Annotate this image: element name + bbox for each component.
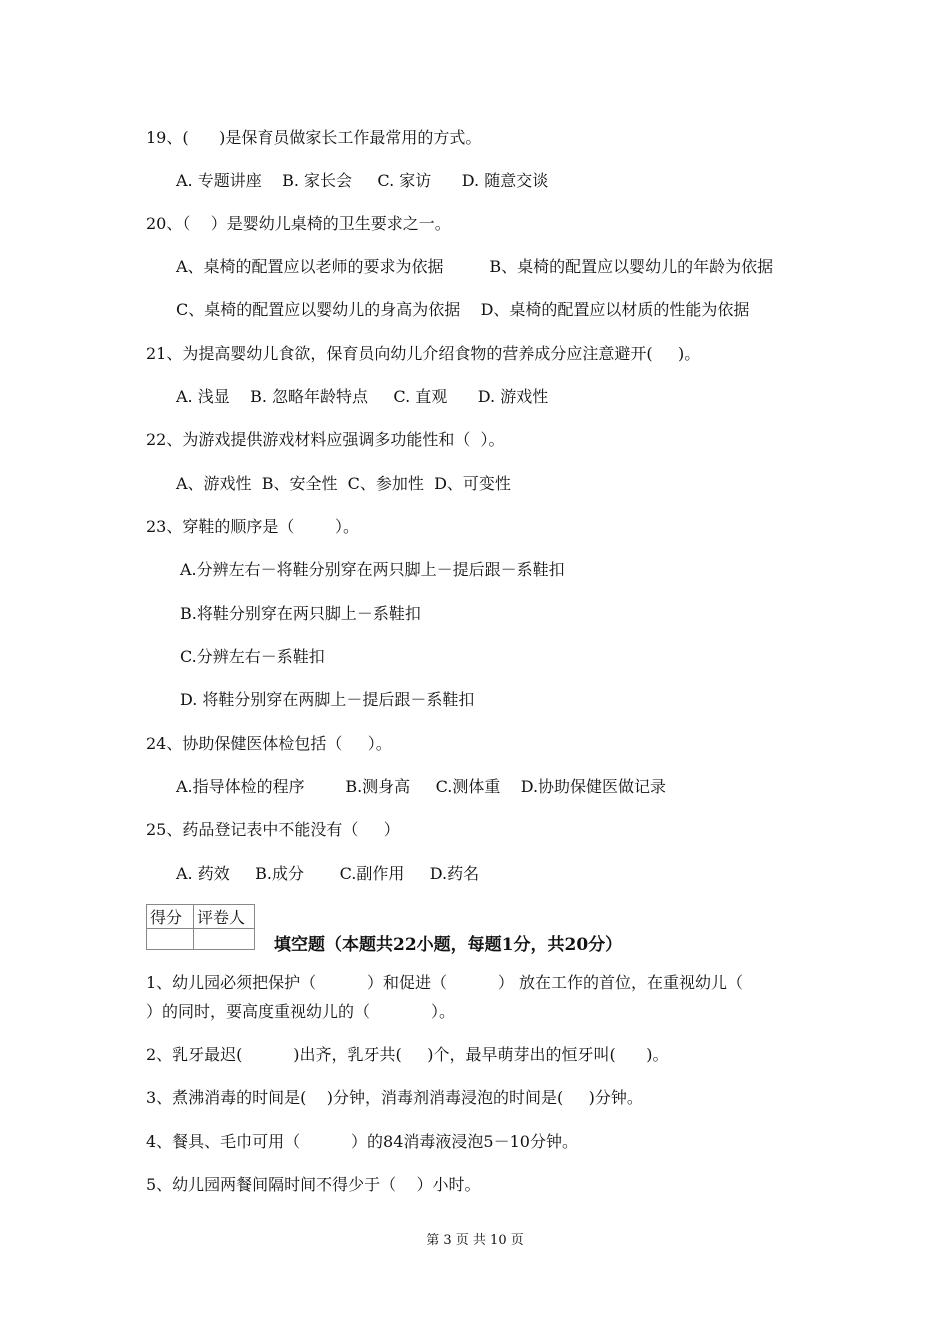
fill-blank-item: 4、餐具、毛巾可用（ ）的84消毒液浸泡5－10分钟。 xyxy=(146,1132,578,1151)
question-text: 23、穿鞋的顺序是（ ）。 xyxy=(146,517,360,536)
question-options: A.指导体检的程序 B.测身高 C.测体重 D.协助保健医做记录 xyxy=(176,777,667,796)
question-options: A. 浅显 B. 忽略年龄特点 C. 直观 D. 游戏性 xyxy=(176,387,549,406)
question-options: A、游戏性 B、安全性 C、参加性 D、可变性 xyxy=(176,474,511,493)
fill-blank-item: ）的同时，要高度重视幼儿的（ ）。 xyxy=(146,1002,456,1021)
fill-blank-item: 3、煮沸消毒的时间是( )分钟，消毒剂消毒浸泡的时间是( )分钟。 xyxy=(146,1088,643,1107)
question-options: A. 药效 B.成分 C.副作用 D.药名 xyxy=(176,864,480,883)
page-footer: 第 3 页 共 10 页 xyxy=(426,1233,524,1248)
score-cell xyxy=(147,929,194,950)
grader-cell xyxy=(194,929,255,950)
grader-label: 评卷人 xyxy=(194,905,255,929)
score-box xyxy=(146,904,255,950)
question-text: 21、为提高婴幼儿食欲，保育员向幼儿介绍食物的营养成分应注意避开( )。 xyxy=(146,344,701,363)
score-label: 得分 xyxy=(147,905,194,929)
question-options: C、桌椅的配置应以婴幼儿的身高为依据 D、桌椅的配置应以材质的性能为依据 xyxy=(176,300,750,319)
question-text: 25、药品登记表中不能没有（ ） xyxy=(146,820,400,839)
fill-blank-item: 5、幼儿园两餐间隔时间不得少于（ ）小时。 xyxy=(146,1175,481,1194)
fill-blank-item: 1、幼儿园必须把保护（ ）和促进（ ） 放在工作的首位，在重视幼儿（ xyxy=(146,973,743,992)
question-text: 19、( )是保育员做家长工作最常用的方式。 xyxy=(146,128,482,147)
question-options: A. 专题讲座 B. 家长会 C. 家访 D. 随意交谈 xyxy=(176,171,549,190)
question-text: 24、协助保健医体检包括（ ）。 xyxy=(146,734,392,753)
question-options: A、桌椅的配置应以老师的要求为依据 B、桌椅的配置应以婴幼儿的年龄为依据 xyxy=(176,257,774,276)
question-option: D. 将鞋分别穿在两脚上－提后跟－系鞋扣 xyxy=(180,690,475,709)
section-title: 填空题（本题共22小题，每题1分，共20分） xyxy=(274,935,623,955)
fill-blank-item: 2、乳牙最迟( )出齐，乳牙共( )个，最早萌芽出的恒牙叫( )。 xyxy=(146,1045,669,1064)
question-option: A.分辨左右－将鞋分别穿在两只脚上－提后跟－系鞋扣 xyxy=(180,560,565,579)
question-option: B.将鞋分别穿在两只脚上－系鞋扣 xyxy=(180,604,421,623)
question-text: 22、为游戏提供游戏材料应强调多功能性和（ ）。 xyxy=(146,430,505,449)
question-option: C.分辨左右－系鞋扣 xyxy=(180,647,325,666)
question-text: 20、（ ）是婴幼儿桌椅的卫生要求之一。 xyxy=(146,214,451,233)
